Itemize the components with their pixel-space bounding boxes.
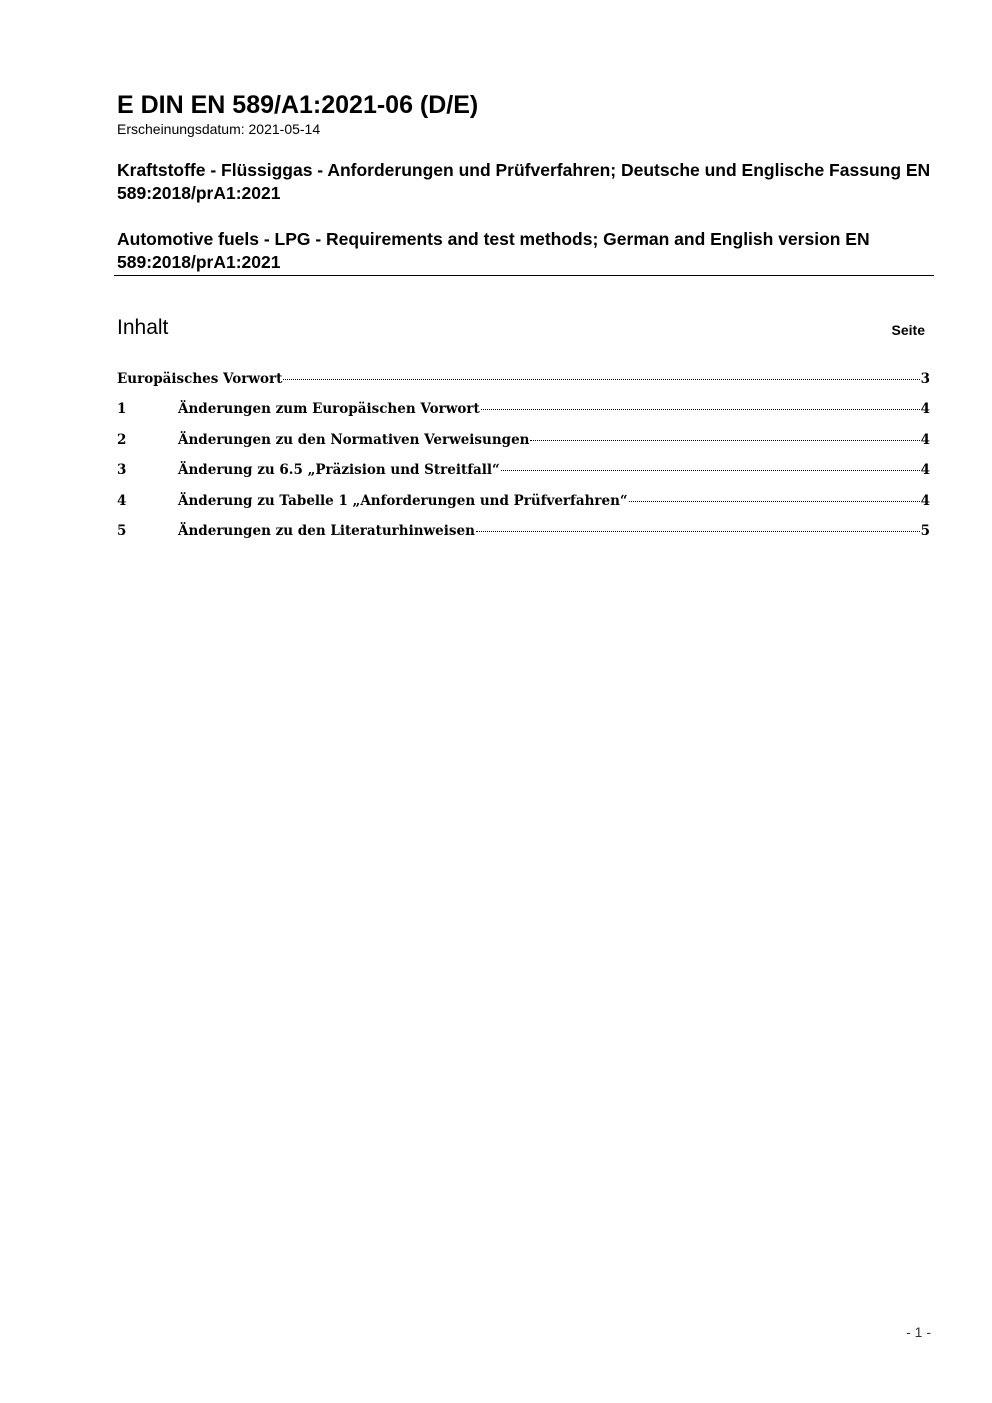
toc-entry-2[interactable] bbox=[117, 432, 930, 462]
title-english: Automotive fuels - LPG - Requirements and test methods; German and English version EN 589:2018/prA1:2021 bbox=[117, 229, 870, 272]
toc-entry-1[interactable] bbox=[117, 401, 930, 431]
toc-entry-title: Europäisches Vorwort bbox=[117, 371, 283, 387]
toc-entry-vorwort[interactable] bbox=[117, 371, 930, 401]
toc-leader-dots bbox=[501, 470, 920, 471]
publication-date: Erscheinungsdatum: 2021-05-14 bbox=[117, 121, 321, 137]
toc-entry-page: 4 bbox=[920, 462, 930, 479]
toc-entry-title: Änderung zu Tabelle 1 „Anforderungen und Prüfverfahren“ bbox=[178, 492, 628, 509]
toc-leader-dots bbox=[476, 531, 920, 532]
toc-leader-dots bbox=[530, 440, 919, 441]
toc-leader-dots bbox=[481, 409, 920, 410]
toc-heading: Inhalt bbox=[117, 316, 169, 339]
toc-entry-page: 4 bbox=[920, 431, 930, 448]
toc-entry-5[interactable] bbox=[117, 523, 930, 553]
table-of-contents bbox=[117, 371, 930, 553]
toc-entry-4[interactable] bbox=[117, 493, 930, 523]
toc-entry-title: Änderungen zu den Literaturhinweisen bbox=[178, 522, 475, 539]
page-number: - 1 - bbox=[906, 1324, 931, 1340]
toc-entry-number: 5 bbox=[117, 522, 127, 539]
toc-entry-number: 3 bbox=[117, 462, 127, 479]
toc-entry-number: 4 bbox=[117, 492, 127, 509]
toc-entry-title: Änderungen zu den Normativen Verweisungen bbox=[178, 431, 530, 448]
toc-leader-dots bbox=[629, 501, 920, 502]
title-german: Kraftstoffe - Flüssiggas - Anforderungen und Prüfverfahren; Deutsche und Englische Fassung EN 589:2018/prA1:2021 bbox=[117, 160, 931, 203]
toc-leader-dots bbox=[283, 379, 919, 380]
toc-entry-page: 3 bbox=[920, 371, 930, 387]
toc-entry-title: Änderung zu 6.5 „Präzision und Streitfall“ bbox=[178, 462, 500, 479]
toc-entry-page: 4 bbox=[920, 401, 930, 418]
toc-entry-page: 4 bbox=[920, 492, 930, 509]
document-id: E DIN EN 589/A1:2021-06 (D/E) bbox=[117, 91, 479, 119]
header-divider bbox=[114, 275, 934, 276]
toc-entry-number: 2 bbox=[117, 431, 127, 448]
toc-page-label: Seite bbox=[891, 322, 925, 338]
toc-entry-title: Änderungen zum Europäischen Vorwort bbox=[178, 401, 480, 418]
toc-entry-number: 1 bbox=[117, 401, 127, 418]
toc-entry-page: 5 bbox=[920, 522, 930, 539]
toc-entry-3[interactable] bbox=[117, 462, 930, 492]
